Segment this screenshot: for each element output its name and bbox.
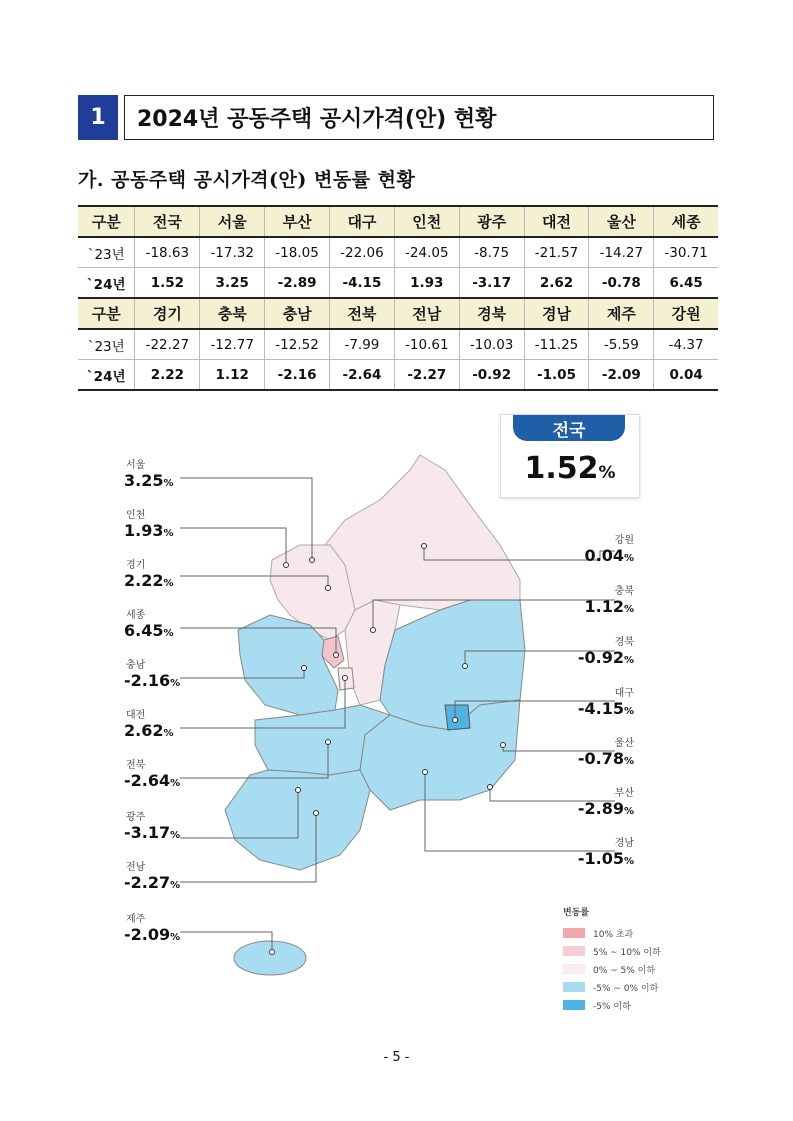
region-name: 광주: [126, 812, 146, 823]
map-label-jeonnam: 전남 -2.27%: [122, 858, 212, 900]
table-cell: -2.27: [394, 360, 459, 391]
region-name: 충남: [126, 660, 146, 671]
legend-item: [563, 924, 661, 942]
table-cell: -0.92: [459, 360, 524, 391]
table-cell: -0.78: [589, 268, 654, 299]
table-cell: 강원: [654, 298, 718, 329]
table-cell: 6.45: [654, 268, 718, 299]
table-cell: -10.61: [394, 329, 459, 360]
map-label-chungnam: 충남 -2.16%: [122, 656, 212, 698]
table-cell: 경기: [135, 298, 200, 329]
table-cell: `24년: [78, 360, 135, 391]
region-name: 울산: [614, 738, 634, 749]
table-cell: 1.93: [394, 268, 459, 299]
section-number: 1: [78, 95, 118, 140]
table-cell: 경남: [524, 298, 589, 329]
map-region-jeju: [234, 941, 306, 975]
map-label-gangwon: 강원 0.04%: [548, 531, 638, 573]
table-cell: -21.57: [524, 237, 589, 268]
table-cell: -11.25: [524, 329, 589, 360]
legend-item: [563, 978, 661, 996]
map-label-daejeon: 대전 2.62%: [122, 706, 212, 748]
map-label-gyeongnam: 경남 -1.05%: [548, 834, 638, 876]
table-cell: -12.52: [265, 329, 330, 360]
region-value: -3.17: [124, 823, 171, 842]
table-cell: -18.05: [265, 237, 330, 268]
region-name: 대구: [614, 688, 634, 699]
region-value: 1.93: [124, 521, 164, 540]
region-value: -0.92: [577, 648, 624, 667]
region-value: 0.04: [584, 546, 624, 565]
table-cell: -22.06: [330, 237, 395, 268]
legend-swatch: [563, 1000, 585, 1010]
table-cell: 1.12: [200, 360, 265, 391]
table-cell: -1.05: [524, 360, 589, 391]
legend-swatch: [563, 982, 585, 992]
table-cell: -14.27: [589, 237, 654, 268]
map-label-incheon: 인천 1.93%: [122, 506, 212, 548]
table-cell: 충북: [200, 298, 265, 329]
table-cell: -22.27: [135, 329, 200, 360]
region-name: 인천: [126, 510, 146, 521]
table-cell: 경북: [459, 298, 524, 329]
table-cell: 충남: [265, 298, 330, 329]
map-label-chungbuk: 충북 1.12%: [548, 582, 638, 624]
region-value: 1.12: [584, 597, 624, 616]
legend-label: 10% 초과: [593, 929, 634, 940]
table-cell: -2.89: [265, 268, 330, 299]
map-label-seoul: 서울 3.25%: [122, 456, 212, 498]
table-cell: 제주: [589, 298, 654, 329]
table-cell: 2.22: [135, 360, 200, 391]
table-cell: 전국: [135, 206, 200, 237]
table-cell: -5.59: [589, 329, 654, 360]
national-unit: %: [598, 463, 616, 483]
map-label-ulsan: 울산 -0.78%: [548, 734, 638, 776]
table-cell: -4.15: [330, 268, 395, 299]
table-cell: -2.09: [589, 360, 654, 391]
table-cell: 전북: [330, 298, 395, 329]
table-cell: 인천: [394, 206, 459, 237]
map-region-gangwon: [325, 455, 520, 610]
legend-swatch: [563, 964, 585, 974]
table-cell: 광주: [459, 206, 524, 237]
table-cell: -12.77: [200, 329, 265, 360]
table-cell: 3.25: [200, 268, 265, 299]
legend-label: 5% ~ 10% 이하: [593, 947, 661, 958]
table-cell: `23년: [78, 237, 135, 268]
table-cell: 울산: [589, 206, 654, 237]
subsection-title: 가. 공동주택 공시가격(안) 변동률 현황: [78, 169, 416, 191]
region-name: 부산: [614, 788, 634, 799]
region-name: 경북: [614, 637, 634, 648]
region-value: -4.15: [577, 699, 624, 718]
map-label-sejong: 세종 6.45%: [122, 606, 212, 648]
legend-item: [563, 996, 661, 1014]
table-cell: `23년: [78, 329, 135, 360]
map-label-jeju: 제주 -2.09%: [122, 910, 212, 952]
region-name: 서울: [126, 460, 146, 471]
table-cell: -2.64: [330, 360, 395, 391]
table-cell: -8.75: [459, 237, 524, 268]
table-cell: -10.03: [459, 329, 524, 360]
region-name: 대전: [126, 710, 146, 721]
region-name: 경기: [126, 560, 146, 571]
national-label: 전국: [513, 415, 625, 441]
region-name: 경남: [614, 838, 634, 849]
region-name: 충북: [614, 586, 634, 597]
map-label-busan: 부산 -2.89%: [548, 784, 638, 826]
region-name: 강원: [614, 535, 634, 546]
region-value: -2.09: [124, 925, 171, 944]
table-cell: 구분: [78, 298, 135, 329]
table-cell: -30.71: [654, 237, 718, 268]
region-value: 3.25: [124, 471, 164, 490]
table-cell: 대구: [330, 206, 395, 237]
legend-label: -5% 이하: [593, 1001, 631, 1012]
table-cell: -4.37: [654, 329, 718, 360]
table-cell: -17.32: [200, 237, 265, 268]
map-region-daegu: [445, 705, 470, 730]
table-cell: -2.16: [265, 360, 330, 391]
legend-swatch: [563, 946, 585, 956]
region-name: 세종: [126, 610, 146, 621]
map-label-gwangju: 광주 -3.17%: [122, 808, 212, 850]
region-name: 전북: [126, 760, 146, 771]
region-value: -0.78: [577, 749, 624, 768]
table-cell: 세종: [654, 206, 718, 237]
table-cell: -18.63: [135, 237, 200, 268]
table-cell: `24년: [78, 268, 135, 299]
region-value: 2.22: [124, 571, 164, 590]
legend-item: [563, 960, 661, 978]
table-cell: 전남: [394, 298, 459, 329]
legend-label: -5% ~ 0% 이하: [593, 983, 659, 994]
region-name: 제주: [126, 914, 146, 925]
map-label-jeonbuk: 전북 -2.64%: [122, 756, 212, 798]
table-cell: -3.17: [459, 268, 524, 299]
map-label-gyeonggi: 경기 2.22%: [122, 556, 212, 598]
region-value: -2.64: [124, 771, 171, 790]
table-cell: -7.99: [330, 329, 395, 360]
table-cell: 구분: [78, 206, 135, 237]
legend-swatch: [563, 928, 585, 938]
region-value: -2.89: [577, 799, 624, 818]
map-label-daegu: 대구 -4.15%: [548, 684, 638, 726]
map-legend: [563, 905, 661, 1014]
region-name: 전남: [126, 862, 146, 873]
table-cell: 서울: [200, 206, 265, 237]
legend-label: 0% ~ 5% 이하: [593, 965, 656, 976]
legend-title: 변동률: [563, 908, 590, 918]
table-cell: 부산: [265, 206, 330, 237]
table-cell: 2.62: [524, 268, 589, 299]
map-label-gyeongbuk: 경북 -0.92%: [548, 633, 638, 675]
region-value: 6.45: [124, 621, 164, 640]
table-cell: 1.52: [135, 268, 200, 299]
table-cell: -24.05: [394, 237, 459, 268]
national-value: 1.52: [524, 451, 599, 486]
region-value: -2.16: [124, 671, 171, 690]
region-value: -2.27: [124, 873, 171, 892]
table-cell: 0.04: [654, 360, 718, 391]
section-title: 2024년 공동주택 공시가격(안) 현황: [124, 95, 714, 140]
region-value: 2.62: [124, 721, 164, 740]
legend-item: [563, 942, 661, 960]
region-value: -1.05: [577, 849, 624, 868]
page-number: - 5 -: [383, 1050, 410, 1065]
table-cell: 대전: [524, 206, 589, 237]
national-rate-box: [500, 414, 640, 498]
